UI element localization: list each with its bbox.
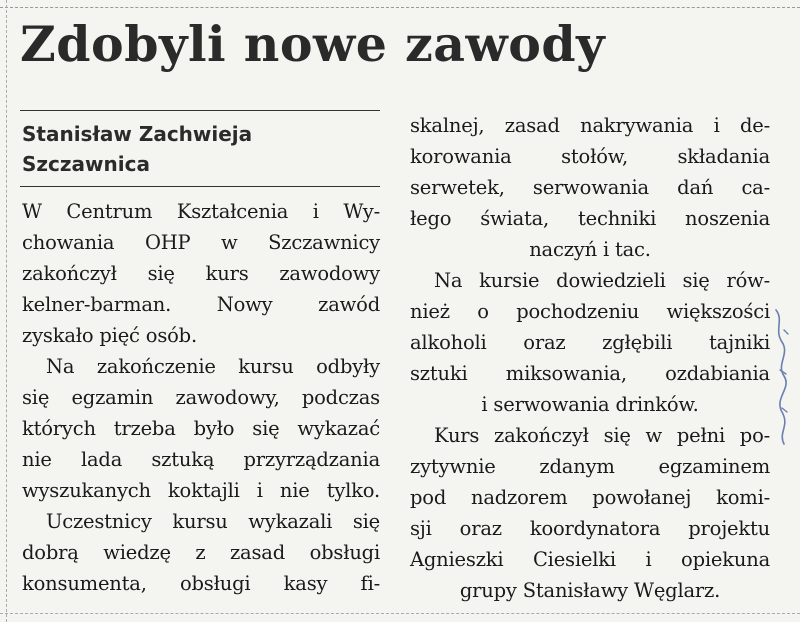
handwritten-margin-mark xyxy=(770,300,792,450)
article-column-left xyxy=(22,196,380,599)
text-line: chowania OHP w Szczawnicy xyxy=(22,231,380,254)
author-name: Stanisław Zachwieja xyxy=(22,122,253,146)
text-line: sztuki miksowania, ozdabiania xyxy=(410,362,770,385)
article-column-right xyxy=(410,110,770,606)
text-line: nież o pochodzeniu większości xyxy=(410,300,770,323)
byline-bottom-rule xyxy=(20,186,380,187)
text-line: zytywnie zdanym egzaminem xyxy=(410,455,770,478)
article-headline: Zdobyli nowe zawody xyxy=(20,15,606,73)
text-line: konsumenta, obsługi kasy fi- xyxy=(22,572,380,595)
text-line: serwetek, serwowania dań ca- xyxy=(410,176,770,199)
text-line: grupy Stanisławy Węglarz. xyxy=(459,579,721,602)
text-line: alkoholi oraz zgłębili tajniki xyxy=(410,331,770,354)
text-line: których trzeba było się wykazać xyxy=(22,417,380,440)
text-line: i serwowania drinków. xyxy=(481,393,699,416)
text-line: korowania stołów, składania xyxy=(410,145,770,168)
author-location: Szczawnica xyxy=(22,152,150,176)
byline xyxy=(22,119,382,179)
text-line: Na kursie dowiedzieli się rów- xyxy=(434,269,770,292)
text-line: sji oraz koordynatora projektu xyxy=(410,517,770,540)
text-line: wyszukanych koktajli i nie tylko. xyxy=(22,479,380,502)
text-line: się egzamin zawodowy, podczas xyxy=(22,386,380,409)
clipping-edge-top xyxy=(0,7,800,8)
text-line: kelner-barman. Nowy zawód xyxy=(22,293,380,316)
text-line: Uczestnicy kursu wykazali się xyxy=(46,510,380,533)
text-line: zyskało pięć osób. xyxy=(22,324,197,347)
text-line: zakończył się kurs zawodowy xyxy=(22,262,380,285)
clipping-edge-bottom xyxy=(0,613,800,614)
text-line: W Centrum Kształcenia i Wy- xyxy=(22,200,380,223)
text-line: Na zakończenie kursu odbyły xyxy=(46,355,380,378)
text-line: łego świata, techniki noszenia xyxy=(410,207,770,230)
text-line: Kurs zakończył się w pełni po- xyxy=(434,424,770,447)
text-line: naczyń i tac. xyxy=(529,238,651,261)
text-line: nie lada sztuką przyrządzania xyxy=(22,448,380,471)
text-line: skalnej, zasad nakrywania i de- xyxy=(410,114,770,137)
text-line: dobrą wiedzę z zasad obsługi xyxy=(22,541,380,564)
byline-top-rule xyxy=(20,110,380,111)
text-line: Agnieszki Ciesielki i opiekuna xyxy=(410,548,770,571)
clipping-edge-left xyxy=(6,0,7,622)
text-line: pod nadzorem powołanej komi- xyxy=(410,486,770,509)
